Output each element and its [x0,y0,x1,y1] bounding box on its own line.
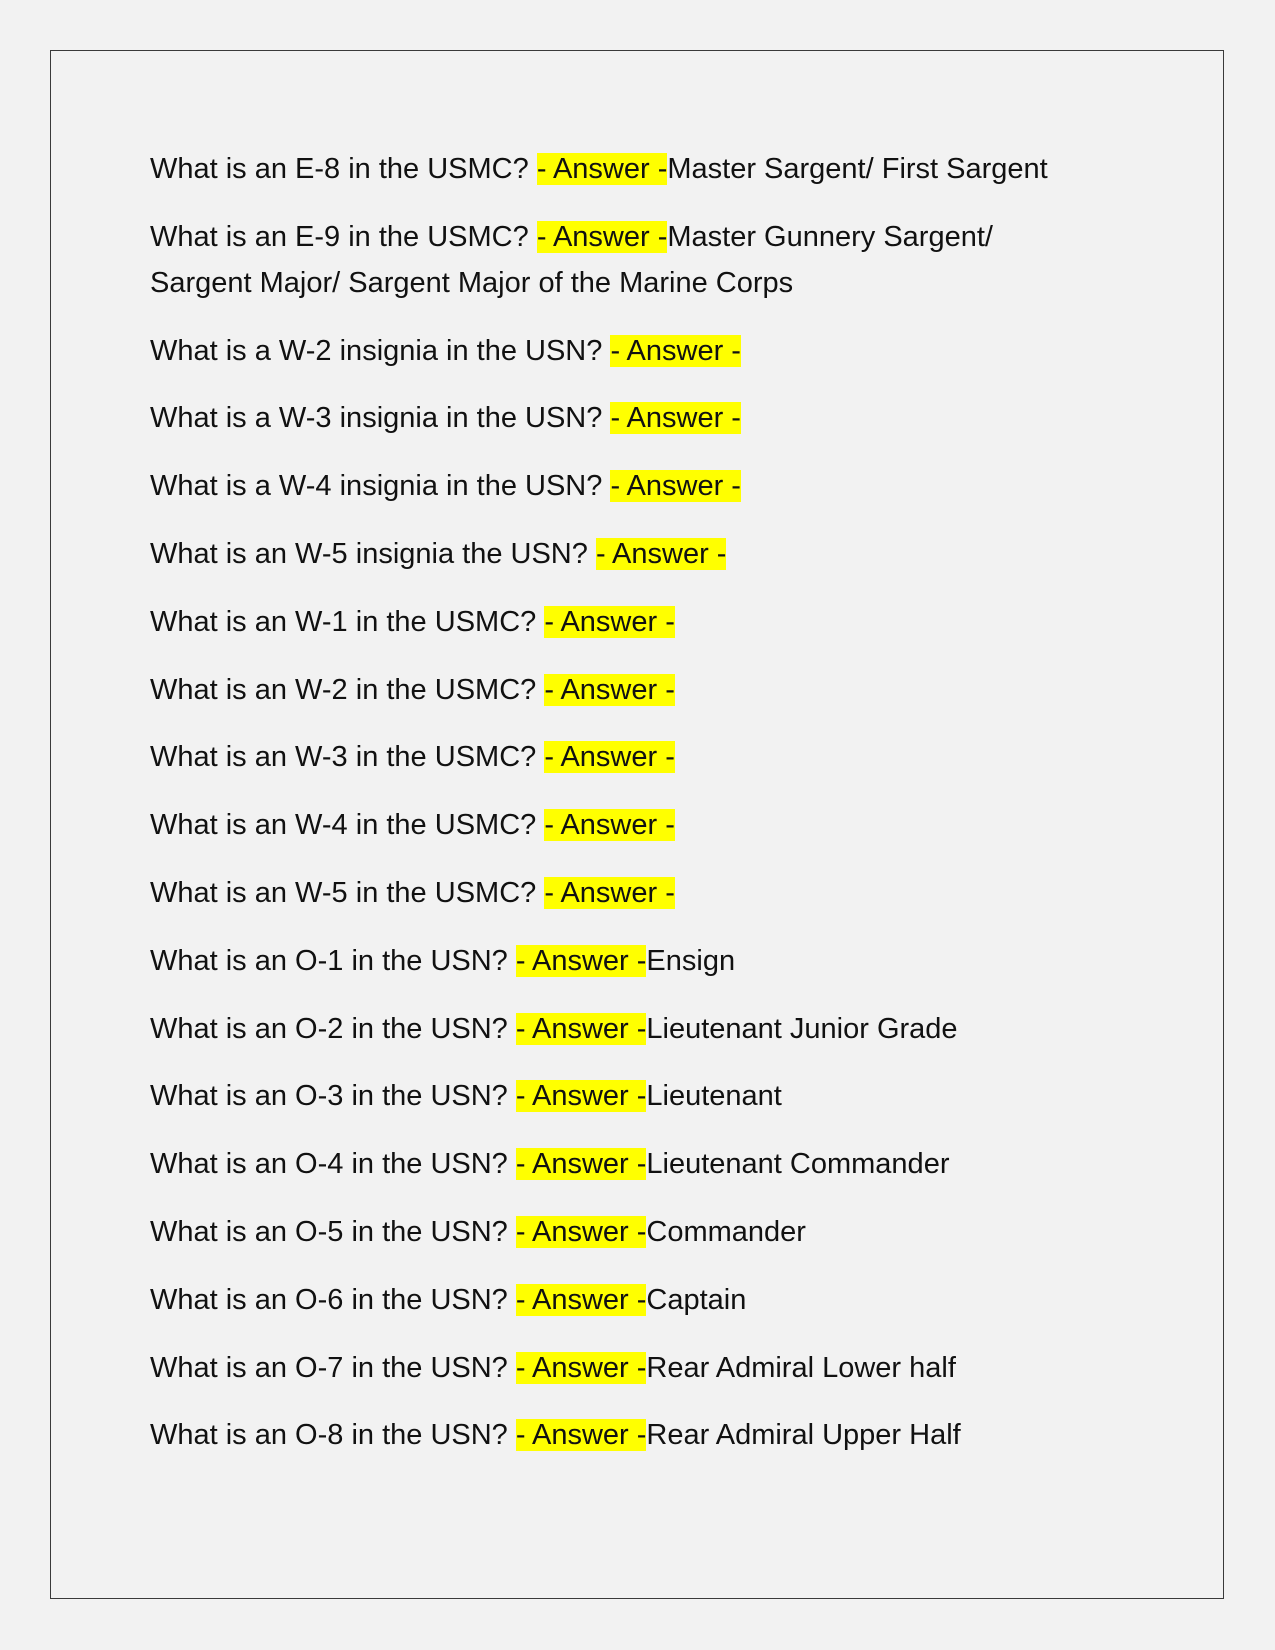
qa-item [150,802,1100,848]
answer-marker: - Answer - [610,334,741,367]
qa-item [150,667,1100,713]
qa-item [150,531,1100,577]
answer-text: Rear Admiral Lower half [646,1351,956,1384]
question-text: What is a W-3 insignia in the USN? [150,402,611,435]
question-text: What is an W-1 in the USMC? [150,605,545,638]
qa-item [150,214,1100,306]
answer-marker: - Answer - [544,673,675,706]
qa-item [150,1277,1100,1323]
answer-text: Rear Admiral Upper Half [646,1419,961,1452]
question-text: What is an O-5 in the USN? [150,1215,516,1248]
question-text: What is an O-7 in the USN? [150,1351,516,1384]
question-text: What is a W-2 insignia in the USN? [150,334,611,367]
answer-marker: - Answer - [544,809,675,842]
qa-item [150,328,1100,374]
qa-item [150,1006,1100,1052]
qa-item [150,395,1100,441]
qa-item [150,146,1100,192]
question-text: What is an W-4 in the USMC? [150,809,545,842]
question-text: What is a W-4 insignia in the USN? [150,470,611,503]
question-text: What is an W-2 in the USMC? [150,673,545,706]
qa-item [150,1141,1100,1187]
qa-item [150,1073,1100,1119]
answer-marker: - Answer - [536,220,668,253]
question-text: What is an W-5 in the USMC? [150,876,545,909]
answer-text: Lieutenant Junior Grade [646,1012,958,1045]
answer-marker: - Answer - [515,1283,647,1316]
question-text: What is an W-5 insignia the USN? [150,537,596,570]
answer-marker: - Answer - [595,537,727,570]
answer-marker: - Answer - [515,1419,647,1452]
answer-text: Master Sargent/ First Sargent [667,153,1048,185]
qa-item [150,463,1100,509]
question-text: What is an E-8 in the USMC? [150,153,537,185]
qa-item [150,734,1100,780]
qa-item [150,599,1100,645]
answer-marker: - Answer - [515,1215,647,1248]
qa-item [150,1345,1100,1391]
answer-marker: - Answer - [536,153,668,185]
qa-item [150,870,1100,916]
qa-item [150,1412,1100,1458]
question-text: What is an O-6 in the USN? [150,1283,516,1316]
question-text: What is an O-2 in the USN? [150,1012,516,1045]
answer-text: Master Gunnery Sargent/ Sargent Major/ Sargent Major of the Marine Corps [150,220,993,299]
answer-text: Lieutenant [646,1080,782,1113]
answer-marker: - Answer - [544,605,675,638]
question-text: What is an O-3 in the USN? [150,1080,516,1113]
answer-text: Ensign [646,944,736,977]
answer-marker: - Answer - [610,470,741,503]
question-text: What is an O-1 in the USN? [150,944,516,977]
question-text: What is an O-4 in the USN? [150,1148,516,1181]
question-text: What is an W-3 in the USMC? [150,741,545,774]
answer-text: Commander [646,1215,806,1248]
answer-marker: - Answer - [515,1351,647,1384]
answer-marker: - Answer - [515,1148,647,1181]
qa-item [150,1209,1100,1255]
answer-text: Captain [646,1283,747,1316]
question-text: What is an O-8 in the USN? [150,1419,516,1452]
answer-marker: - Answer - [544,876,675,909]
answer-marker: - Answer - [610,402,741,435]
answer-marker: - Answer - [515,944,647,977]
answer-marker: - Answer - [544,741,675,774]
qa-item [150,938,1100,984]
answer-text: Lieutenant Commander [646,1148,950,1181]
answer-marker: - Answer - [515,1012,647,1045]
answer-marker: - Answer - [515,1080,647,1113]
qa-list [150,146,1100,1480]
question-text: What is an E-9 in the USMC? [150,220,537,253]
